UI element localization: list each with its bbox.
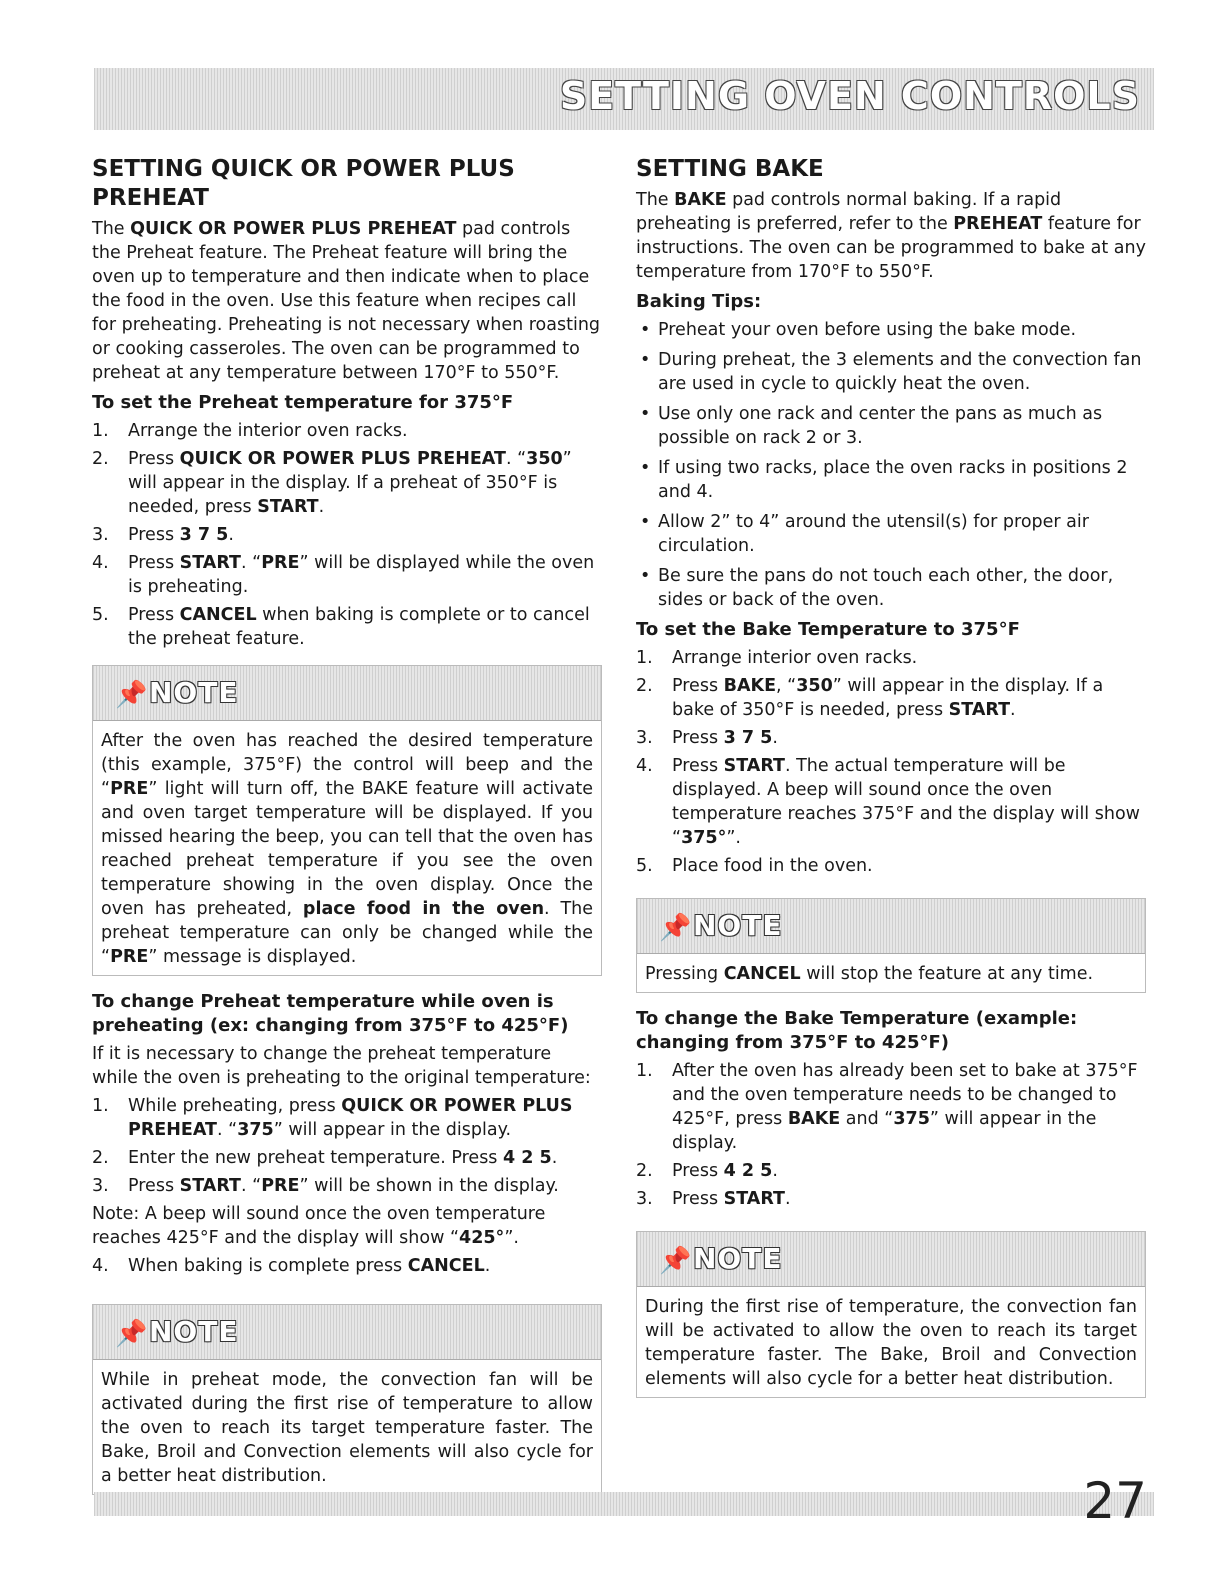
list-item: 4. Press START. “PRE” will be displayed while the oven is preheating. xyxy=(92,553,595,597)
note-text: While in preheat mode, the convection fan will be activated during the first rise of temperature to allow the oven to reach its target temperature faster. The Bake, Broil and Convection elements will also cycle for a better heat distribution. xyxy=(101,1370,593,1486)
list-item: 3. Press START. “PRE” will be shown in the display. xyxy=(92,1176,559,1196)
note-title: NOTE xyxy=(149,676,239,709)
list-item: 1. Arrange the interior oven racks. xyxy=(92,421,408,441)
bake-set-heading: To set the Bake Temperature to 375°F xyxy=(636,619,1020,640)
bullet-icon: • xyxy=(640,566,651,586)
list-item: 2. Press BAKE, “350” will appear in the display. If a bake of 350°F is needed, press START. xyxy=(636,676,1104,720)
bake-steps xyxy=(636,646,1146,878)
note-header xyxy=(93,1305,601,1360)
section-title-bake: SETTING BAKE xyxy=(636,156,824,182)
list-item: • Preheat your oven before using the bake mode. xyxy=(640,320,1077,340)
note-text: Pressing CANCEL will stop the feature at any time. xyxy=(645,964,1094,984)
list-item: 3. Press START. xyxy=(636,1189,791,1209)
pushpin-icon: 📌 xyxy=(659,1246,692,1276)
list-item: 2. Enter the new preheat temperature. Press 4 2 5. xyxy=(92,1148,558,1168)
list-item: • During preheat, the 3 elements and the convection fan are used in cycle to quickly heat the oven. xyxy=(640,350,1142,394)
footer-band xyxy=(94,1492,1154,1516)
list-item: 2. Press QUICK OR POWER PLUS PREHEAT. “350” will appear in the display. If a preheat of 350°F is needed, press START. xyxy=(92,449,572,517)
list-item: 4. Press START. The actual temperature will be displayed. A beep will sound once the oven temperature reaches 375°F and the display will show “375°”. xyxy=(636,756,1140,848)
section-title-preheat: SETTING QUICK OR POWER PLUS PREHEAT xyxy=(92,156,515,211)
preheat-change-heading: To change Preheat temperature while oven is preheating (ex: changing from 375°F to 425°F) xyxy=(92,991,569,1036)
note-box-cancel xyxy=(636,898,1146,993)
note-header xyxy=(637,1232,1145,1287)
bullet-icon: • xyxy=(640,350,651,370)
preheat-intro: The QUICK OR POWER PLUS PREHEAT pad controls the Preheat feature. The Preheat feature will bring the oven up to temperature and then indicate when to place the food in the oven. Use this feature when recipes call for preheating. Preheating is not necessary when roasting or cooking casseroles. The oven can be programmed to preheat at any temperature between 170°F to 550°F. xyxy=(92,219,601,383)
preheat-change-steps xyxy=(92,1094,602,1198)
list-item: 3. Press 3 7 5. xyxy=(92,525,234,545)
note-text: After the oven has reached the desired temperature (this example, 375°F) the control will beep and the “PRE” light will turn off, the BAKE feature will activate and oven target temperature will be displayed. If you missed hearing the beep, you can tell that the oven has reached preheat temperature if you see the oven temperature showing in the oven display. Once the oven has preheated, place food in the oven. The preheat temperature can only be changed while the “PRE” message is displayed. xyxy=(101,731,593,967)
bullet-icon: • xyxy=(640,512,651,532)
bake-intro: The BAKE pad controls normal baking. If a rapid preheating is preferred, refer to the PREHEAT feature for instructions. The oven can be programmed to bake at any temperature from 170°F to 550°F. xyxy=(636,190,1146,282)
list-item: 1. While preheating, press QUICK OR POWER PLUS PREHEAT. “375” will appear in the display. xyxy=(92,1096,573,1140)
note-title: NOTE xyxy=(149,1315,239,1348)
pushpin-icon: 📌 xyxy=(115,1319,148,1349)
left-column xyxy=(92,155,602,1509)
note-title: NOTE xyxy=(693,909,783,942)
preheat-set-heading: To set the Preheat temperature for 375°F xyxy=(92,392,514,413)
list-item: 5. Press CANCEL when baking is complete or to cancel the preheat feature. xyxy=(92,605,590,649)
baking-tips-heading: Baking Tips: xyxy=(636,291,762,312)
note-box-convection xyxy=(92,1304,602,1495)
preheat-steps xyxy=(92,419,602,651)
note-header xyxy=(93,666,601,721)
preheat-change-intro: If it is necessary to change the preheat temperature while the oven is preheating to the original temperature: xyxy=(92,1044,591,1088)
list-item: 5. Place food in the oven. xyxy=(636,856,873,876)
list-item: 3. Press 3 7 5. xyxy=(636,728,778,748)
list-item: 1. Arrange interior oven racks. xyxy=(636,648,918,668)
page-number: 27 xyxy=(1083,1472,1147,1530)
note-box-convection-bake xyxy=(636,1231,1146,1398)
list-item: • Allow 2” to 4” around the utensil(s) for proper air circulation. xyxy=(640,512,1089,556)
list-item: • Use only one rack and center the pans as much as possible on rack 2 or 3. xyxy=(640,404,1103,448)
preheat-change-note: Note: A beep will sound once the oven temperature reaches 425°F and the display will show “425°”. xyxy=(92,1204,546,1248)
header-band xyxy=(94,68,1154,130)
right-column xyxy=(636,155,1146,1412)
bullet-icon: • xyxy=(640,404,651,424)
bullet-icon: • xyxy=(640,458,651,478)
page-title: SETTING OVEN CONTROLS xyxy=(559,74,1140,118)
list-item: 1. After the oven has already been set to bake at 375°F and the oven temperature needs to be changed to 425°F, press BAKE and “375” will appear in the display. xyxy=(636,1061,1138,1153)
bake-change-steps xyxy=(636,1059,1146,1211)
list-item: • Be sure the pans do not touch each other, the door, sides or back of the oven. xyxy=(640,566,1114,610)
note-box-preheat xyxy=(92,665,602,976)
list-item: 2. Press 4 2 5. xyxy=(636,1161,778,1181)
pushpin-icon: 📌 xyxy=(115,680,148,710)
list-item: • If using two racks, place the oven racks in positions 2 and 4. xyxy=(640,458,1128,502)
baking-tips xyxy=(636,318,1146,612)
note-header xyxy=(637,899,1145,954)
list-item: 4. When baking is complete press CANCEL. xyxy=(92,1256,491,1276)
bullet-icon: • xyxy=(640,320,651,340)
note-title: NOTE xyxy=(693,1242,783,1275)
preheat-change-step4 xyxy=(92,1254,602,1278)
pushpin-icon: 📌 xyxy=(659,913,692,943)
note-text: During the first rise of temperature, the convection fan will be activated to allow the oven to reach its target temperature faster. The Bake, Broil and Convection elements will also cycle for a better heat distribution. xyxy=(645,1297,1137,1389)
bake-change-heading: To change the Bake Temperature (example: changing from 375°F to 425°F) xyxy=(636,1008,1078,1053)
